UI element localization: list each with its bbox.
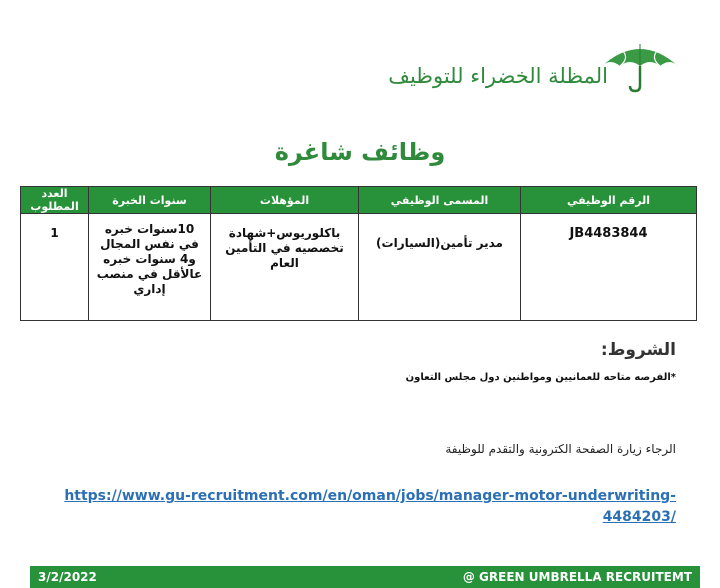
column-header-job-title: المسمى الوظيفي xyxy=(359,187,521,214)
cell-job-id: JB4483844 xyxy=(521,214,697,321)
terms-note: *الفرصه متاحه للعمانيين ومواطنين دول مجلس التعاون xyxy=(405,372,676,383)
cell-job-title: مدير تأمين(السيارات) xyxy=(359,214,521,321)
column-header-job-id: الرقم الوظيفي xyxy=(521,187,697,214)
job-link[interactable]: https://www.gu-recruitment.com/en/oman/jobs/manager-motor-underwriting-4484203/ xyxy=(64,488,676,525)
visit-instruction: الرجاء زيارة الصفحة الكترونية والتقدم للوظيفة xyxy=(445,442,676,456)
cell-qualifications: باكلوريوس+شهادة تخصصيه في التأمين العام xyxy=(211,214,359,321)
footer-bar xyxy=(30,566,700,588)
green-umbrella-icon xyxy=(600,36,680,94)
table-row xyxy=(21,214,697,321)
page-title: وظائف شاغرة xyxy=(274,138,446,166)
cell-experience: 10سنوات خبره في نفس المجال و4 سنوات خبره عالأقل في منصب إداري xyxy=(89,214,211,321)
column-header-experience: سنوات الخبرة xyxy=(89,187,211,214)
jobs-table xyxy=(20,186,697,321)
logo-text: المظلة الخضراء للتوظيف xyxy=(388,64,608,88)
cell-count: 1 xyxy=(21,214,89,321)
footer-date: 3/2/2022 xyxy=(38,570,97,584)
terms-title: الشروط: xyxy=(600,340,676,360)
company-logo xyxy=(378,18,700,90)
column-header-count: العدد المطلوب xyxy=(21,187,89,214)
footer-brand: @ GREEN UMBRELLA RECRUITEMT xyxy=(462,570,692,584)
column-header-qualifications: المؤهلات xyxy=(211,187,359,214)
table-header-row xyxy=(21,187,697,214)
